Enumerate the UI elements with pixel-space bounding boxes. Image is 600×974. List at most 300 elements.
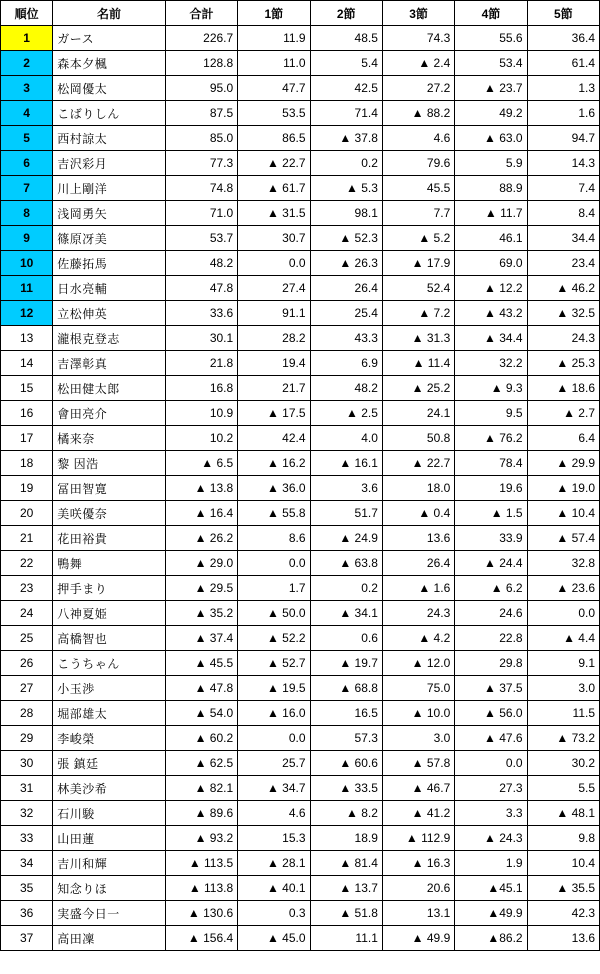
cell-stage1: ▲ 61.7 xyxy=(238,176,310,201)
cell-stage1: 0.0 xyxy=(238,251,310,276)
cell-stage5: 30.2 xyxy=(527,751,599,776)
cell-stage1: 28.2 xyxy=(238,326,310,351)
table-row xyxy=(1,326,600,351)
cell-stage5: 13.6 xyxy=(527,926,599,951)
cell-stage5: 24.3 xyxy=(527,326,599,351)
column-header-rank: 順位 xyxy=(1,1,53,26)
cell-rank: 17 xyxy=(1,426,53,451)
cell-total: 95.0 xyxy=(165,76,237,101)
cell-stage1: 4.6 xyxy=(238,801,310,826)
cell-stage3: 20.6 xyxy=(382,876,454,901)
cell-stage3: ▲ 17.9 xyxy=(382,251,454,276)
cell-player-name: 吉沢彩月 xyxy=(53,151,166,176)
cell-total: 30.1 xyxy=(165,326,237,351)
cell-total: ▲ 45.5 xyxy=(165,651,237,676)
cell-stage1: ▲ 55.8 xyxy=(238,501,310,526)
cell-rank: 24 xyxy=(1,601,53,626)
cell-stage2: 26.4 xyxy=(310,276,382,301)
cell-stage1: 19.4 xyxy=(238,351,310,376)
cell-rank: 6 xyxy=(1,151,53,176)
cell-player-name: こうちゃん xyxy=(53,651,166,676)
cell-stage4: 53.4 xyxy=(455,51,527,76)
cell-stage4: 33.9 xyxy=(455,526,527,551)
cell-stage3: ▲ 16.3 xyxy=(382,851,454,876)
cell-stage2: 71.4 xyxy=(310,101,382,126)
cell-stage2: 16.5 xyxy=(310,701,382,726)
table-row xyxy=(1,526,600,551)
cell-stage4: 29.8 xyxy=(455,651,527,676)
cell-stage3: ▲ 2.4 xyxy=(382,51,454,76)
cell-total: ▲ 37.4 xyxy=(165,626,237,651)
cell-rank: 5 xyxy=(1,126,53,151)
cell-total: 77.3 xyxy=(165,151,237,176)
cell-rank: 33 xyxy=(1,826,53,851)
table-row xyxy=(1,651,600,676)
table-row xyxy=(1,901,600,926)
cell-total: ▲ 113.8 xyxy=(165,876,237,901)
cell-player-name: 黎 因浩 xyxy=(53,451,166,476)
cell-stage3: ▲ 22.7 xyxy=(382,451,454,476)
cell-stage5: 10.4 xyxy=(527,851,599,876)
cell-stage3: 7.7 xyxy=(382,201,454,226)
cell-player-name: 実盛今日一 xyxy=(53,901,166,926)
cell-stage2: 48.5 xyxy=(310,26,382,51)
cell-stage1: ▲ 16.0 xyxy=(238,701,310,726)
cell-rank: 4 xyxy=(1,101,53,126)
cell-stage4: ▲45.1 xyxy=(455,876,527,901)
cell-stage1: ▲ 16.2 xyxy=(238,451,310,476)
cell-stage5: 9.8 xyxy=(527,826,599,851)
cell-player-name: 山田蓮 xyxy=(53,826,166,851)
table-header-row xyxy=(1,1,600,26)
cell-stage3: ▲ 7.2 xyxy=(382,301,454,326)
table-row xyxy=(1,701,600,726)
cell-stage3: ▲ 46.7 xyxy=(382,776,454,801)
cell-stage4: ▲ 6.2 xyxy=(455,576,527,601)
cell-stage2: 42.5 xyxy=(310,76,382,101)
cell-stage2: 51.7 xyxy=(310,501,382,526)
cell-stage5: 61.4 xyxy=(527,51,599,76)
table-row xyxy=(1,301,600,326)
cell-stage3: 50.8 xyxy=(382,426,454,451)
cell-stage3: ▲ 25.2 xyxy=(382,376,454,401)
table-row xyxy=(1,601,600,626)
cell-total: 48.2 xyxy=(165,251,237,276)
cell-stage1: 15.3 xyxy=(238,826,310,851)
cell-stage4: ▲ 23.7 xyxy=(455,76,527,101)
cell-stage4: ▲ 34.4 xyxy=(455,326,527,351)
cell-rank: 28 xyxy=(1,701,53,726)
cell-stage1: 1.7 xyxy=(238,576,310,601)
cell-stage5: 0.0 xyxy=(527,601,599,626)
cell-stage2: ▲ 19.7 xyxy=(310,651,382,676)
cell-stage4: 88.9 xyxy=(455,176,527,201)
cell-stage4: 46.1 xyxy=(455,226,527,251)
cell-stage4: 22.8 xyxy=(455,626,527,651)
cell-stage1: 30.7 xyxy=(238,226,310,251)
cell-total: 85.0 xyxy=(165,126,237,151)
table-row xyxy=(1,426,600,451)
cell-stage3: 45.5 xyxy=(382,176,454,201)
cell-stage4: ▲ 43.2 xyxy=(455,301,527,326)
cell-rank: 3 xyxy=(1,76,53,101)
cell-stage4: 78.4 xyxy=(455,451,527,476)
table-row xyxy=(1,476,600,501)
cell-stage4: 49.2 xyxy=(455,101,527,126)
cell-stage2: ▲ 37.8 xyxy=(310,126,382,151)
cell-stage4: ▲ 37.5 xyxy=(455,676,527,701)
cell-total: ▲ 26.2 xyxy=(165,526,237,551)
ranking-table-body xyxy=(1,26,600,951)
cell-stage3: ▲ 49.9 xyxy=(382,926,454,951)
cell-total: ▲ 35.2 xyxy=(165,601,237,626)
cell-stage3: ▲ 12.0 xyxy=(382,651,454,676)
cell-stage5: ▲ 10.4 xyxy=(527,501,599,526)
cell-stage4: ▲ 9.3 xyxy=(455,376,527,401)
cell-total: 226.7 xyxy=(165,26,237,51)
cell-stage3: ▲ 112.9 xyxy=(382,826,454,851)
cell-stage3: ▲ 31.3 xyxy=(382,326,454,351)
table-row xyxy=(1,126,600,151)
cell-stage3: ▲ 11.4 xyxy=(382,351,454,376)
cell-stage4: ▲ 1.5 xyxy=(455,501,527,526)
cell-rank: 9 xyxy=(1,226,53,251)
cell-stage5: 11.5 xyxy=(527,701,599,726)
cell-stage2: 3.6 xyxy=(310,476,382,501)
cell-rank: 15 xyxy=(1,376,53,401)
cell-rank: 37 xyxy=(1,926,53,951)
cell-total: ▲ 16.4 xyxy=(165,501,237,526)
cell-total: ▲ 62.5 xyxy=(165,751,237,776)
cell-player-name: 知念りほ xyxy=(53,876,166,901)
cell-player-name: こばりしん xyxy=(53,101,166,126)
cell-stage4: ▲86.2 xyxy=(455,926,527,951)
table-row xyxy=(1,876,600,901)
column-header-stage2: 2節 xyxy=(310,1,382,26)
cell-total: 53.7 xyxy=(165,226,237,251)
cell-player-name: 吉川和輝 xyxy=(53,851,166,876)
cell-stage3: ▲ 41.2 xyxy=(382,801,454,826)
cell-stage4: ▲49.9 xyxy=(455,901,527,926)
cell-total: 71.0 xyxy=(165,201,237,226)
cell-rank: 10 xyxy=(1,251,53,276)
cell-stage1: 86.5 xyxy=(238,126,310,151)
cell-rank: 25 xyxy=(1,626,53,651)
cell-total: ▲ 93.2 xyxy=(165,826,237,851)
cell-stage4: 27.3 xyxy=(455,776,527,801)
cell-stage5: 7.4 xyxy=(527,176,599,201)
cell-player-name: 日水亮輔 xyxy=(53,276,166,301)
cell-stage2: ▲ 13.7 xyxy=(310,876,382,901)
table-row xyxy=(1,576,600,601)
cell-stage3: 24.3 xyxy=(382,601,454,626)
cell-stage3: 27.2 xyxy=(382,76,454,101)
cell-stage2: 57.3 xyxy=(310,726,382,751)
table-row xyxy=(1,801,600,826)
cell-player-name: 高橋智也 xyxy=(53,626,166,651)
cell-player-name: 冨田智寛 xyxy=(53,476,166,501)
cell-stage3: ▲ 57.8 xyxy=(382,751,454,776)
table-row xyxy=(1,401,600,426)
cell-stage1: ▲ 28.1 xyxy=(238,851,310,876)
table-row xyxy=(1,776,600,801)
column-header-total: 合計 xyxy=(165,1,237,26)
cell-stage2: 98.1 xyxy=(310,201,382,226)
cell-stage1: ▲ 19.5 xyxy=(238,676,310,701)
cell-stage5: ▲ 23.6 xyxy=(527,576,599,601)
cell-stage2: ▲ 52.3 xyxy=(310,226,382,251)
cell-player-name: 押手まり xyxy=(53,576,166,601)
cell-stage2: ▲ 33.5 xyxy=(310,776,382,801)
cell-stage2: 6.9 xyxy=(310,351,382,376)
cell-rank: 14 xyxy=(1,351,53,376)
cell-stage4: 32.2 xyxy=(455,351,527,376)
cell-stage4: ▲ 76.2 xyxy=(455,426,527,451)
table-row xyxy=(1,226,600,251)
cell-stage2: 5.4 xyxy=(310,51,382,76)
cell-stage2: ▲ 63.8 xyxy=(310,551,382,576)
cell-stage2: 0.6 xyxy=(310,626,382,651)
cell-stage3: 24.1 xyxy=(382,401,454,426)
table-row xyxy=(1,51,600,76)
cell-total: ▲ 6.5 xyxy=(165,451,237,476)
cell-stage1: ▲ 40.1 xyxy=(238,876,310,901)
cell-stage1: 25.7 xyxy=(238,751,310,776)
table-row xyxy=(1,101,600,126)
table-row xyxy=(1,626,600,651)
table-row xyxy=(1,276,600,301)
cell-rank: 1 xyxy=(1,26,53,51)
cell-total: ▲ 47.8 xyxy=(165,676,237,701)
cell-stage5: 42.3 xyxy=(527,901,599,926)
cell-stage2: 25.4 xyxy=(310,301,382,326)
table-row xyxy=(1,176,600,201)
table-row xyxy=(1,726,600,751)
cell-stage4: 0.0 xyxy=(455,751,527,776)
cell-rank: 27 xyxy=(1,676,53,701)
cell-stage4: ▲ 47.6 xyxy=(455,726,527,751)
cell-stage4: 1.9 xyxy=(455,851,527,876)
table-row xyxy=(1,676,600,701)
cell-stage4: ▲ 24.4 xyxy=(455,551,527,576)
cell-stage4: ▲ 11.7 xyxy=(455,201,527,226)
cell-total: ▲ 60.2 xyxy=(165,726,237,751)
column-header-stage5: 5節 xyxy=(527,1,599,26)
cell-player-name: 吉澤彰真 xyxy=(53,351,166,376)
cell-stage2: ▲ 68.8 xyxy=(310,676,382,701)
column-header-stage3: 3節 xyxy=(382,1,454,26)
cell-stage1: 21.7 xyxy=(238,376,310,401)
cell-stage5: 34.4 xyxy=(527,226,599,251)
cell-rank: 12 xyxy=(1,301,53,326)
cell-stage3: ▲ 4.2 xyxy=(382,626,454,651)
cell-total: ▲ 29.0 xyxy=(165,551,237,576)
cell-total: 10.2 xyxy=(165,426,237,451)
cell-player-name: 松岡優太 xyxy=(53,76,166,101)
cell-stage5: 8.4 xyxy=(527,201,599,226)
cell-total: 128.8 xyxy=(165,51,237,76)
cell-total: ▲ 13.8 xyxy=(165,476,237,501)
cell-stage4: 55.6 xyxy=(455,26,527,51)
cell-rank: 13 xyxy=(1,326,53,351)
cell-stage1: ▲ 52.2 xyxy=(238,626,310,651)
cell-stage4: 24.6 xyxy=(455,601,527,626)
cell-total: 33.6 xyxy=(165,301,237,326)
cell-stage5: 9.1 xyxy=(527,651,599,676)
cell-rank: 19 xyxy=(1,476,53,501)
cell-stage1: 91.1 xyxy=(238,301,310,326)
cell-player-name: 川上剛洋 xyxy=(53,176,166,201)
cell-stage5: 1.3 xyxy=(527,76,599,101)
cell-stage1: 11.0 xyxy=(238,51,310,76)
cell-stage3: 75.0 xyxy=(382,676,454,701)
cell-stage3: ▲ 1.6 xyxy=(382,576,454,601)
cell-stage5: ▲ 35.5 xyxy=(527,876,599,901)
cell-stage2: ▲ 16.1 xyxy=(310,451,382,476)
cell-stage4: 19.6 xyxy=(455,476,527,501)
cell-stage3: 13.6 xyxy=(382,526,454,551)
cell-player-name: 西村諒太 xyxy=(53,126,166,151)
cell-player-name: 石川駿 xyxy=(53,801,166,826)
cell-stage5: ▲ 29.9 xyxy=(527,451,599,476)
cell-stage5: 5.5 xyxy=(527,776,599,801)
column-header-stage1: 1節 xyxy=(238,1,310,26)
cell-total: 87.5 xyxy=(165,101,237,126)
cell-total: 74.8 xyxy=(165,176,237,201)
cell-rank: 20 xyxy=(1,501,53,526)
cell-player-name: 浅岡勇矢 xyxy=(53,201,166,226)
cell-stage5: ▲ 32.5 xyxy=(527,301,599,326)
cell-stage1: 42.4 xyxy=(238,426,310,451)
cell-stage5: ▲ 73.2 xyxy=(527,726,599,751)
cell-total: ▲ 89.6 xyxy=(165,801,237,826)
cell-rank: 29 xyxy=(1,726,53,751)
table-row xyxy=(1,351,600,376)
cell-stage5: 1.6 xyxy=(527,101,599,126)
cell-stage2: ▲ 5.3 xyxy=(310,176,382,201)
cell-stage1: 11.9 xyxy=(238,26,310,51)
cell-stage1: 0.3 xyxy=(238,901,310,926)
cell-player-name: 堀部雄太 xyxy=(53,701,166,726)
cell-stage5: ▲ 2.7 xyxy=(527,401,599,426)
cell-total: 21.8 xyxy=(165,351,237,376)
table-row xyxy=(1,76,600,101)
cell-stage2: 4.0 xyxy=(310,426,382,451)
cell-stage2: 48.2 xyxy=(310,376,382,401)
cell-total: 47.8 xyxy=(165,276,237,301)
cell-stage4: 69.0 xyxy=(455,251,527,276)
cell-stage1: 0.0 xyxy=(238,551,310,576)
cell-player-name: 佐藤拓馬 xyxy=(53,251,166,276)
cell-player-name: 松田健太郎 xyxy=(53,376,166,401)
cell-rank: 16 xyxy=(1,401,53,426)
cell-stage1: ▲ 31.5 xyxy=(238,201,310,226)
cell-rank: 34 xyxy=(1,851,53,876)
cell-player-name: 鴨舞 xyxy=(53,551,166,576)
cell-total: ▲ 29.5 xyxy=(165,576,237,601)
table-row xyxy=(1,751,600,776)
cell-stage5: 32.8 xyxy=(527,551,599,576)
cell-stage1: 27.4 xyxy=(238,276,310,301)
cell-stage3: 26.4 xyxy=(382,551,454,576)
cell-total: ▲ 156.4 xyxy=(165,926,237,951)
cell-player-name: 美咲優奈 xyxy=(53,501,166,526)
table-row xyxy=(1,451,600,476)
cell-player-name: 李峻榮 xyxy=(53,726,166,751)
cell-stage2: 0.2 xyxy=(310,576,382,601)
table-row xyxy=(1,826,600,851)
cell-stage3: 79.6 xyxy=(382,151,454,176)
cell-stage1: ▲ 17.5 xyxy=(238,401,310,426)
cell-rank: 21 xyxy=(1,526,53,551)
cell-rank: 8 xyxy=(1,201,53,226)
cell-stage1: ▲ 34.7 xyxy=(238,776,310,801)
column-header-name: 名前 xyxy=(53,1,166,26)
cell-rank: 11 xyxy=(1,276,53,301)
table-row xyxy=(1,851,600,876)
cell-stage5: ▲ 57.4 xyxy=(527,526,599,551)
cell-rank: 7 xyxy=(1,176,53,201)
cell-stage2: 43.3 xyxy=(310,326,382,351)
cell-stage5: ▲ 18.6 xyxy=(527,376,599,401)
cell-player-name: 林美沙希 xyxy=(53,776,166,801)
cell-total: ▲ 130.6 xyxy=(165,901,237,926)
cell-player-name: 八神夏姫 xyxy=(53,601,166,626)
cell-player-name: ガース xyxy=(53,26,166,51)
cell-stage4: 3.3 xyxy=(455,801,527,826)
cell-stage3: ▲ 10.0 xyxy=(382,701,454,726)
cell-total: 10.9 xyxy=(165,401,237,426)
cell-total: ▲ 82.1 xyxy=(165,776,237,801)
cell-stage1: ▲ 50.0 xyxy=(238,601,310,626)
cell-player-name: 森本夕楓 xyxy=(53,51,166,76)
cell-stage5: 94.7 xyxy=(527,126,599,151)
table-row xyxy=(1,926,600,951)
table-row xyxy=(1,26,600,51)
cell-stage2: ▲ 2.5 xyxy=(310,401,382,426)
cell-rank: 2 xyxy=(1,51,53,76)
cell-stage2: ▲ 8.2 xyxy=(310,801,382,826)
cell-stage2: ▲ 81.4 xyxy=(310,851,382,876)
cell-stage3: ▲ 5.2 xyxy=(382,226,454,251)
cell-stage3: ▲ 88.2 xyxy=(382,101,454,126)
cell-stage5: 14.3 xyxy=(527,151,599,176)
table-row xyxy=(1,201,600,226)
cell-stage2: ▲ 34.1 xyxy=(310,601,382,626)
cell-rank: 35 xyxy=(1,876,53,901)
cell-stage5: 3.0 xyxy=(527,676,599,701)
cell-stage2: ▲ 51.8 xyxy=(310,901,382,926)
cell-player-name: 高田凜 xyxy=(53,926,166,951)
cell-player-name: 立松伸英 xyxy=(53,301,166,326)
cell-stage3: 13.1 xyxy=(382,901,454,926)
cell-stage2: 0.2 xyxy=(310,151,382,176)
cell-stage3: 52.4 xyxy=(382,276,454,301)
cell-stage4: 9.5 xyxy=(455,401,527,426)
cell-stage3: 3.0 xyxy=(382,726,454,751)
table-row xyxy=(1,151,600,176)
cell-rank: 23 xyxy=(1,576,53,601)
cell-rank: 26 xyxy=(1,651,53,676)
cell-stage4: ▲ 24.3 xyxy=(455,826,527,851)
cell-stage3: ▲ 0.4 xyxy=(382,501,454,526)
cell-rank: 18 xyxy=(1,451,53,476)
cell-stage5: ▲ 25.3 xyxy=(527,351,599,376)
cell-stage5: 23.4 xyxy=(527,251,599,276)
cell-rank: 30 xyxy=(1,751,53,776)
cell-stage2: ▲ 24.9 xyxy=(310,526,382,551)
cell-rank: 22 xyxy=(1,551,53,576)
